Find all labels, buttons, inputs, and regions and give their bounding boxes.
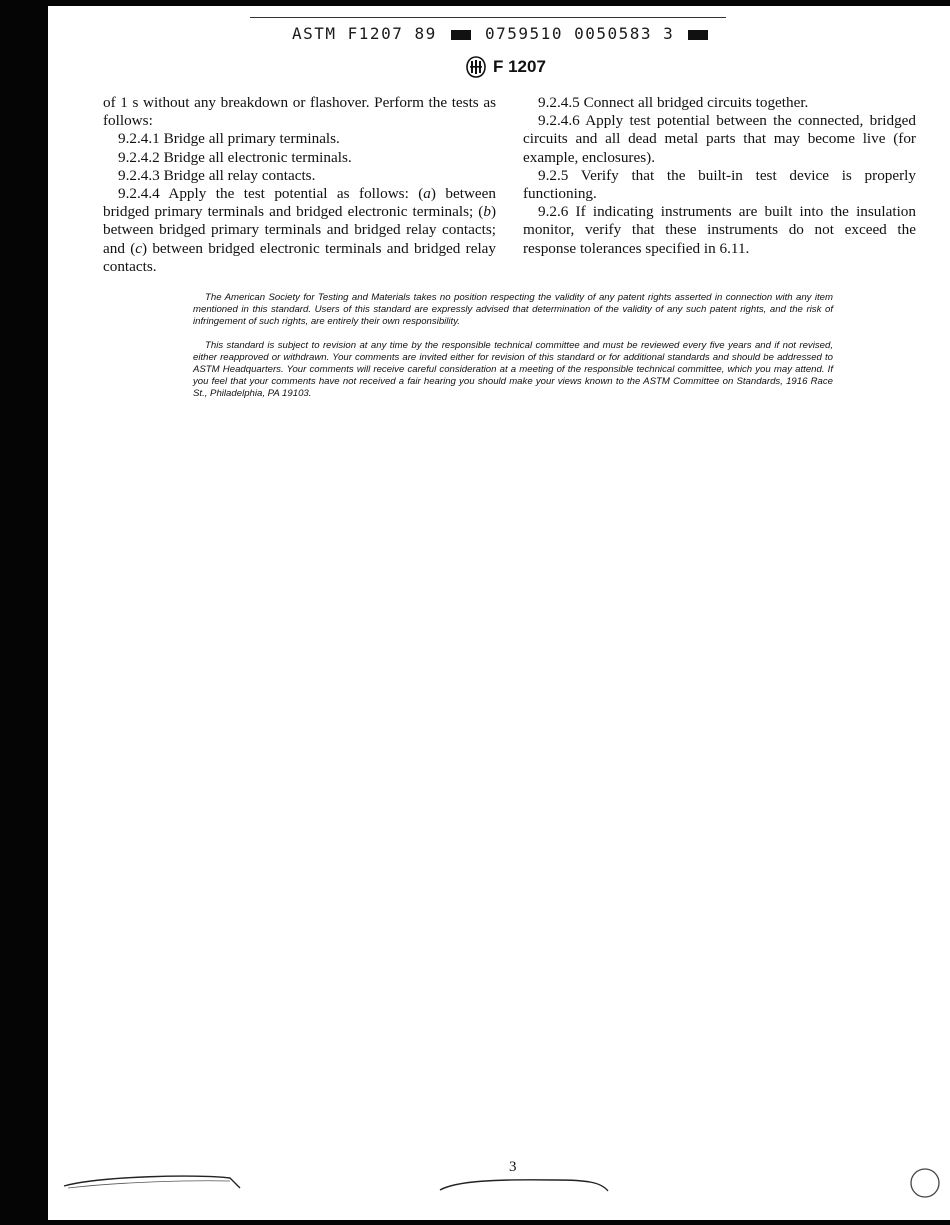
- revision-notice: This standard is subject to revision at any time by the responsible technical committee and must be reviewed every five years and if not revised, either reapproved or withdrawn. Your comments are invited either for revision of this standard or for additional standards and should be addressed to ASTM Headquarters. Your comments will receive careful consideration at a meeting of the responsible technical committee, which you may attend. If you feel that your comments have not received a fair hearing you should make your views known to the ASTM Committee on Standards, 1916 Race St., Philadelphia, PA 19103.: [193, 340, 833, 399]
- right-column: [523, 94, 916, 258]
- left-column-paragraph: 9.2.4.1 Bridge all primary terminals.: [118, 130, 340, 148]
- scan-smudge-left: [60, 1168, 245, 1192]
- punch-hole-icon: [908, 1166, 942, 1200]
- standard-designation: F 1207: [493, 57, 546, 76]
- scan-block-mark: [688, 30, 708, 40]
- astm-logo-icon: [465, 56, 487, 78]
- right-column-paragraph: 9.2.5 Verify that the built-in test device is properly functioning.: [523, 166, 916, 203]
- patent-notice: The American Society for Testing and Materials takes no position respecting the validity of any patent rights asserted in connection with any item mentioned in this standard. Users of this standard are expressly advised that determination of the validity of any such patent rights, and the risk of infringement of such rights, are entirely their own responsibility.: [193, 292, 833, 327]
- scan-block-mark: [451, 30, 471, 40]
- scan-border-bottom: [0, 1220, 950, 1225]
- legal-notices: [193, 292, 833, 412]
- masthead: [465, 56, 546, 78]
- right-column-paragraph: 9.2.4.5 Connect all bridged circuits together.: [538, 94, 809, 111]
- scan-code-number: 0759510 0050583 3: [485, 24, 675, 43]
- left-column-paragraph: 9.2.4.3 Bridge all relay contacts.: [118, 166, 316, 184]
- scan-border-top: [0, 0, 950, 6]
- left-column-paragraph: 9.2.4.4 Apply the test potential as follows: (a) between bridged primary terminals and bridged electronic terminals; (b) between bridged primary terminals and bridged relay contacts; and (c) between bridged electronic terminals and bridged relay contacts.: [103, 185, 496, 275]
- scan-border-left: [0, 0, 48, 1225]
- left-column-paragraph: of 1 s without any breakdown or flashover. Perform the tests as follows:: [103, 94, 496, 130]
- left-column: [103, 94, 496, 276]
- page-number: 3: [509, 1159, 517, 1175]
- right-column-paragraph: 9.2.6 If indicating instruments are built into the insulation monitor, verify that these instruments do not exceed the response tolerances specified in 6.11.: [523, 203, 916, 257]
- left-column-paragraph: 9.2.4.2 Bridge all electronic terminals.: [118, 148, 352, 166]
- scan-smudge-center: [436, 1175, 616, 1195]
- scan-code-text: ASTM F1207 89: [292, 24, 437, 43]
- right-column-paragraph: 9.2.4.6 Apply test potential between the connected, bridged circuits and all dead metal parts that may become live (for example, enclosures).: [523, 112, 916, 166]
- scan-code-line: [292, 24, 711, 44]
- header-rule: [250, 17, 726, 18]
